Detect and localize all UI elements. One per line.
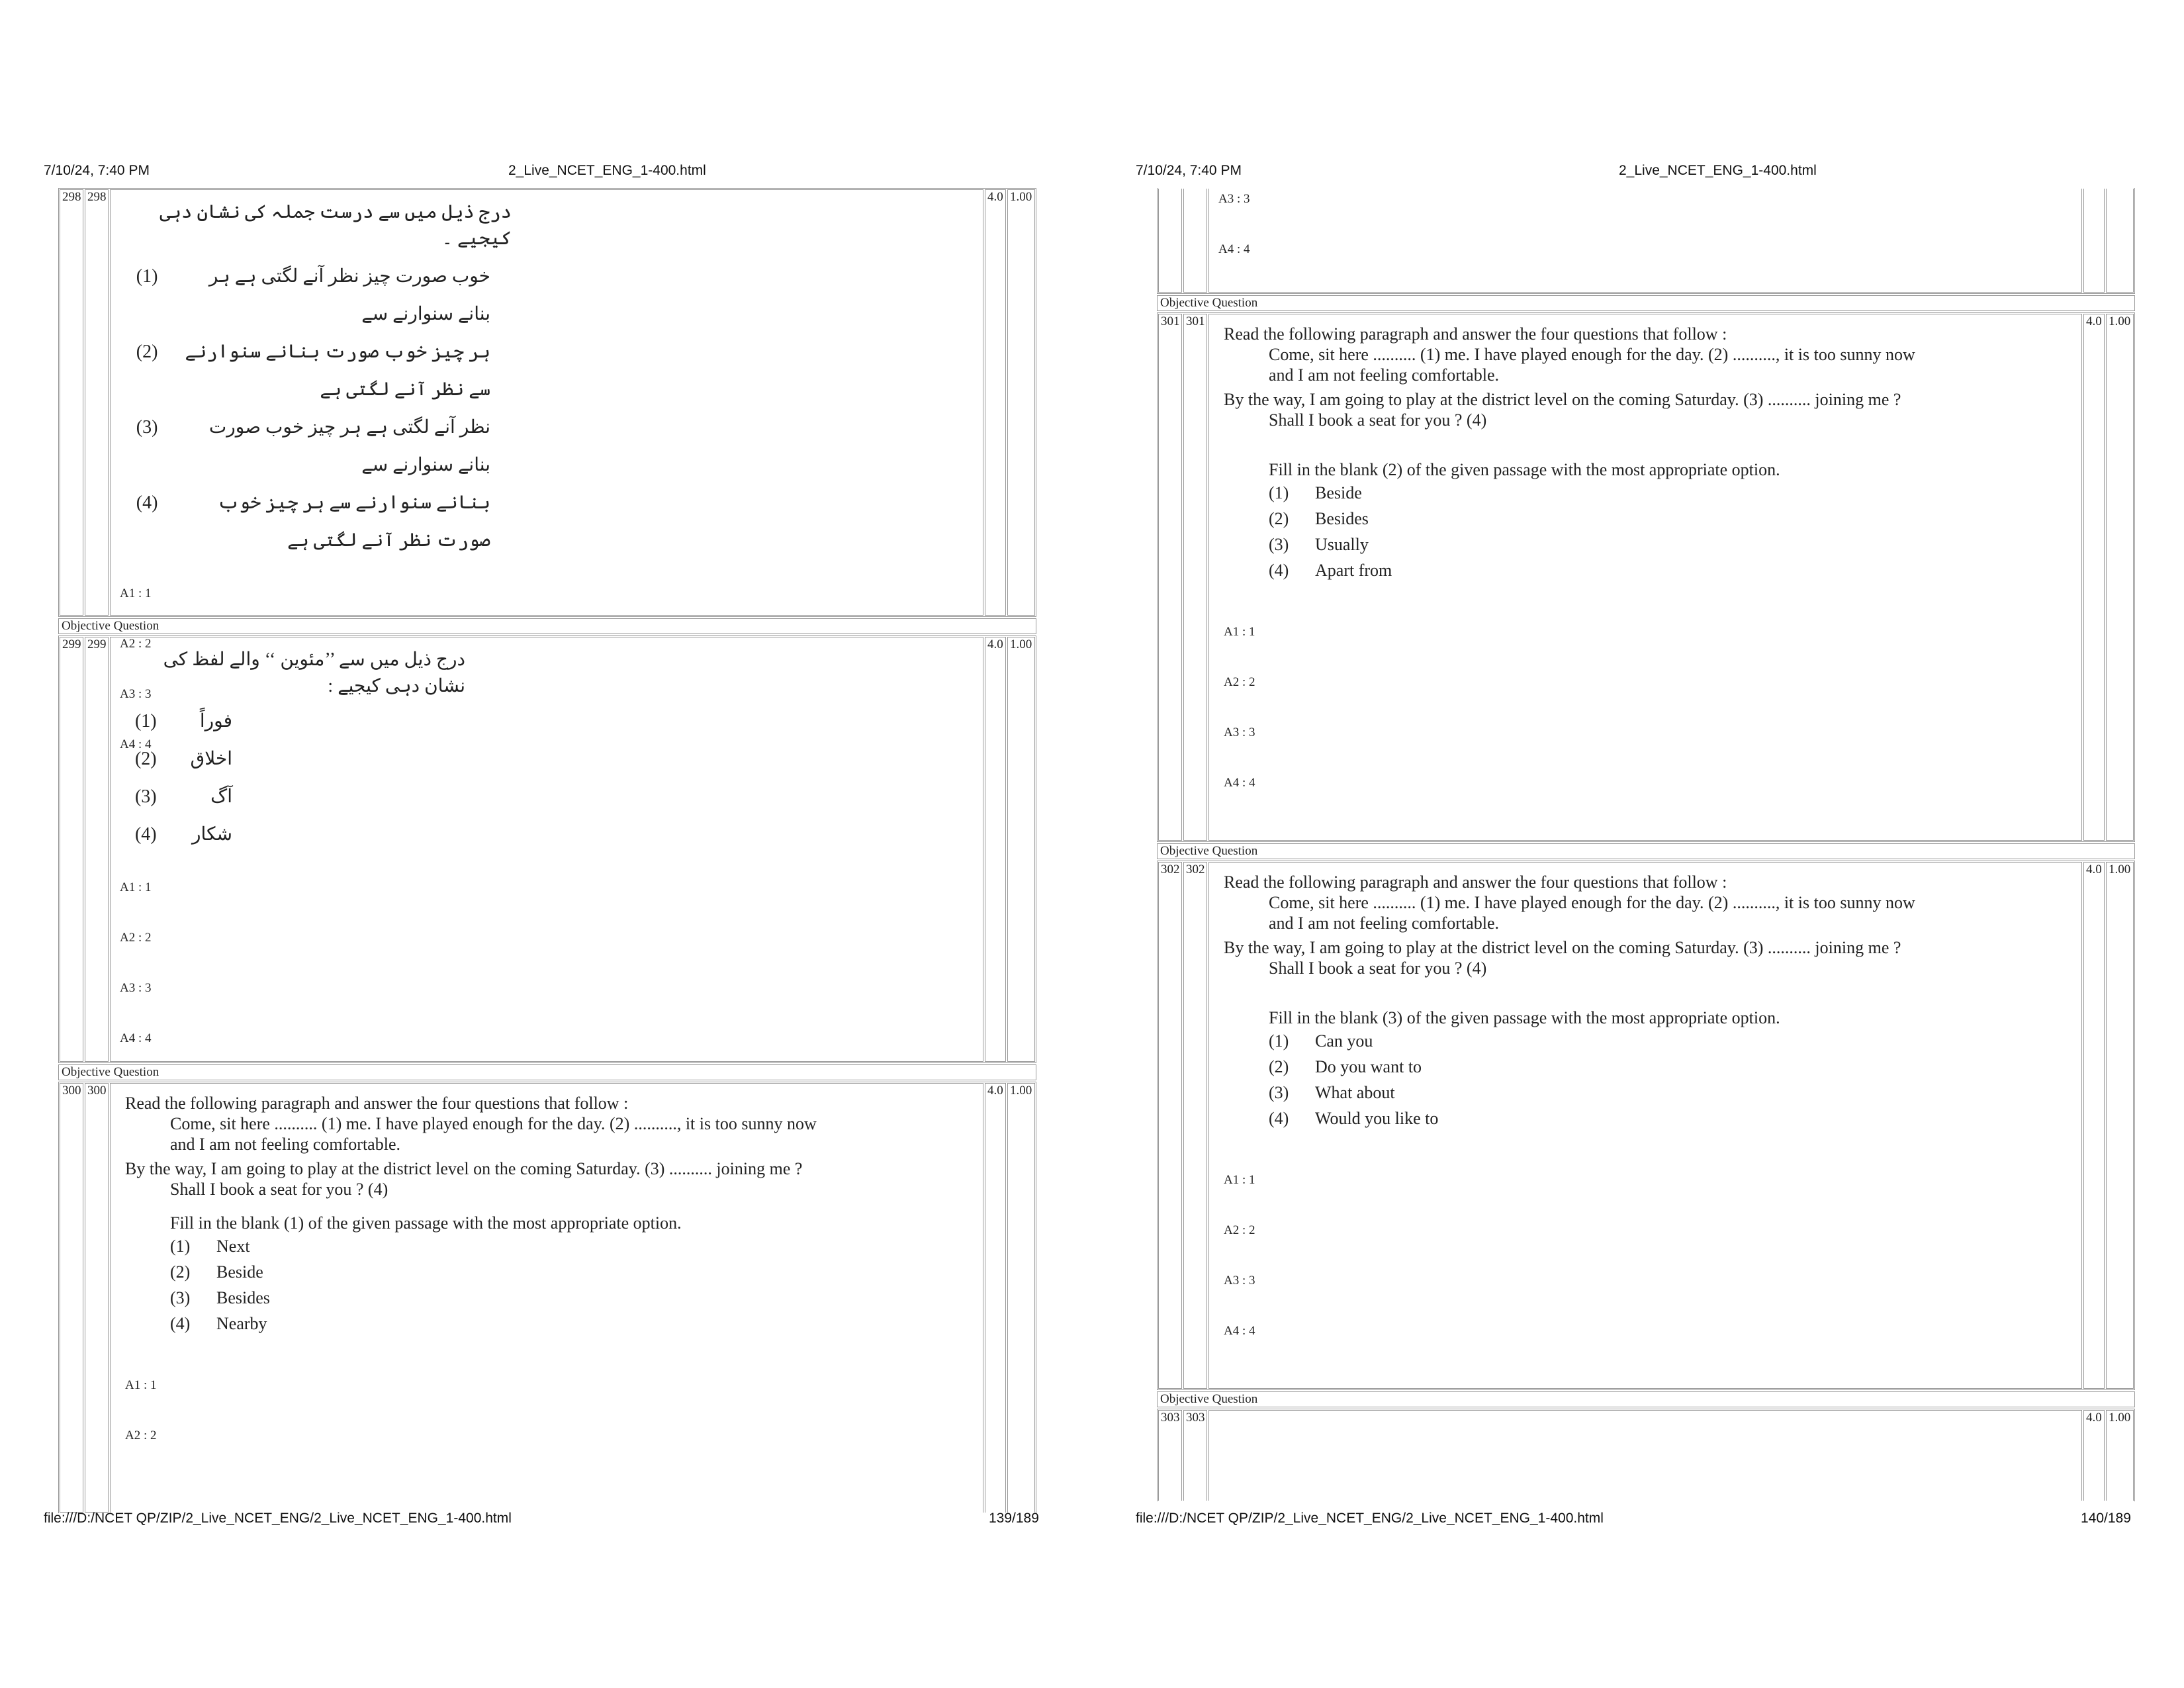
question-id: 303 — [1183, 1410, 1207, 1501]
question-body — [110, 1083, 983, 1513]
objective-question-label: Objective Question — [1157, 843, 2135, 859]
objective-question-label: Objective Question — [1157, 295, 2135, 311]
option-3: آگ (3) — [134, 786, 232, 807]
question-number: 301 — [1158, 314, 1182, 841]
marks: 4.0 — [2083, 314, 2105, 841]
option-1: (1) Beside — [1269, 483, 1362, 502]
option-2: اخلاق (2) — [134, 749, 232, 769]
file-path: file:///D:/NCET QP/ZIP/2_Live_NCET_ENG/2_Live_NCET_ENG_1-400.html — [1136, 1511, 1604, 1526]
option-1: خوب صورت چیز نظر آنے لگتی ہے ہر بنانے سنوارنے سے (1) — [136, 266, 490, 324]
passage: Read the following paragraph and answer the four questions that follow : Come, sit here .......... (1) me. I have played enough for the day. (2) .........., it is too sunny now and I am not feeling comfortable. By the way, I am going to play at the district level on the coming Saturday. (3) .......... joining me ? Shall I book a seat for you ? (4) — [125, 1094, 817, 1199]
option-4: بنانے سنوارنے سے ہر چیز خوب صورت نظر آنے لگتی ہے (4) — [136, 492, 490, 551]
negative-marks: 1.00 — [1007, 189, 1035, 616]
options-list — [1224, 480, 2073, 583]
print-file-title: 2_Live_NCET_ENG_1-400.html — [508, 163, 706, 178]
question-number: 302 — [1158, 862, 1182, 1389]
option-4: (4) Nearby — [170, 1314, 267, 1333]
page-140 — [1092, 0, 2184, 1688]
option-2: (2) Beside — [170, 1262, 263, 1282]
options-list — [125, 1233, 975, 1336]
marks: 4.0 — [985, 1083, 1006, 1513]
negative-marks: 1.00 — [2106, 1410, 2134, 1501]
option-3: (3) Besides — [170, 1288, 270, 1307]
option-2: (2) Do you want to — [1269, 1057, 1422, 1076]
marks: 4.0 — [985, 637, 1006, 1062]
file-path: file:///D:/NCET QP/ZIP/2_Live_NCET_ENG/2_Live_NCET_ENG_1-400.html — [44, 1511, 512, 1526]
passage: Read the following paragraph and answer the four questions that follow : Come, sit here .......... (1) me. I have played enough for the day. (2) .........., it is too sunny now and I am not feeling comfortable. By the way, I am going to play at the district level on the coming Saturday. (3) .......... joining me ? Shall I book a seat for you ? (4) — [1224, 872, 1915, 978]
negative-marks: 1.00 — [2106, 314, 2134, 841]
question-table — [58, 188, 1036, 1513]
answer-key-4: A4 : 4 — [120, 737, 152, 751]
negative-marks: 1.00 — [2106, 862, 2134, 1389]
question-body — [1208, 862, 2082, 1389]
question-number: 299 — [60, 637, 83, 1062]
option-3: (3) What about — [1269, 1083, 1395, 1102]
question-body — [1208, 189, 2082, 293]
question-id: 301 — [1183, 314, 1207, 841]
question-table — [1157, 188, 2135, 1501]
question-row-302 — [1157, 861, 2135, 1390]
question-text: Fill in the blank (2) of the given passage with the most appropriate option. — [1269, 460, 1780, 479]
objective-question-label: Objective Question — [1157, 1391, 2135, 1407]
marks: 4.0 — [2083, 1410, 2105, 1501]
answer-key-4: A4 : 4 — [120, 1031, 152, 1045]
answer-key-3: A3 : 3 — [120, 687, 152, 701]
options-list — [1224, 1028, 2073, 1131]
answer-key-2: A2 : 2 — [1224, 675, 1255, 689]
objective-question-label: Objective Question — [58, 618, 1036, 634]
print-date: 7/10/24, 7:40 PM — [44, 163, 150, 178]
answer-key-3: A3 : 3 — [1224, 1274, 1255, 1288]
answer-key-4: A4 : 4 — [1218, 242, 1250, 256]
question-text: درج ذیل میں سے درست جملہ کی نشان دہی کیجیے ۔ — [159, 202, 512, 249]
answer-key-4: A4 : 4 — [1224, 776, 1255, 790]
answer-key-1: A1 : 1 — [125, 1378, 157, 1392]
option-1: (1) Can you — [1269, 1031, 1373, 1051]
passage: Read the following paragraph and answer the four questions that follow : Come, sit here .......... (1) me. I have played enough for the day. (2) .........., it is too sunny now and I am not feeling comfortable. By the way, I am going to play at the district level on the coming Saturday. (3) .......... joining me ? Shall I book a seat for you ? (4) — [1224, 324, 1915, 430]
question-row-303 — [1157, 1409, 2135, 1501]
answer-key-1: A1 : 1 — [120, 880, 152, 894]
print-date: 7/10/24, 7:40 PM — [1136, 163, 1242, 178]
question-row-301 — [1157, 312, 2135, 842]
negative-marks: 1.00 — [1007, 1083, 1035, 1513]
question-row-300-continued — [1157, 188, 2135, 294]
question-number: 300 — [60, 1083, 83, 1513]
answer-key-1: A1 : 1 — [120, 586, 152, 600]
question-id: 298 — [85, 189, 109, 616]
question-id: 300 — [85, 1083, 109, 1513]
answer-key-4: A4 : 4 — [1224, 1324, 1255, 1338]
answer-key-1: A1 : 1 — [1224, 625, 1255, 639]
page-number: 139/189 — [989, 1511, 1039, 1526]
question-text: درج ذیل میں سے ’’مئوین ‘‘ والے لفظ کی نشان دہی کیجیے : — [163, 649, 465, 696]
question-id: 302 — [1183, 862, 1207, 1389]
page-number: 140/189 — [2081, 1511, 2131, 1526]
question-body — [1208, 314, 2082, 841]
objective-question-label: Objective Question — [58, 1064, 1036, 1080]
question-text: Fill in the blank (3) of the given passage with the most appropriate option. — [1269, 1008, 1780, 1027]
marks: 4.0 — [2083, 862, 2105, 1389]
option-2: ہر چیز خوب صورت بنانے سنوارنے سے نظر آنے لگتی ہے (2) — [136, 342, 490, 400]
option-4: (4) Would you like to — [1269, 1109, 1439, 1128]
negative-marks: 1.00 — [1007, 637, 1035, 1062]
answer-key-2: A2 : 2 — [1224, 1223, 1255, 1237]
question-body — [1208, 1410, 2082, 1501]
answer-key-3: A3 : 3 — [120, 981, 152, 995]
option-4: شکار (4) — [134, 824, 232, 845]
answer-key-2: A2 : 2 — [120, 931, 152, 945]
answer-key-2: A2 : 2 — [125, 1429, 157, 1442]
answer-key-3: A3 : 3 — [1224, 726, 1255, 739]
question-id: 299 — [85, 637, 109, 1062]
option-2: (2) Besides — [1269, 509, 1369, 528]
question-row-299 — [58, 635, 1036, 1063]
question-body — [110, 637, 983, 1062]
question-row-300 — [58, 1082, 1036, 1513]
question-number: 303 — [1158, 1410, 1182, 1501]
question-number: 298 — [60, 189, 83, 616]
option-4: (4) Apart from — [1269, 561, 1392, 580]
marks: 4.0 — [985, 189, 1006, 616]
option-3: (3) Usually — [1269, 535, 1369, 554]
option-1: (1) Next — [170, 1237, 250, 1256]
option-3: نظر آنے لگتی ہے ہر چیز خوب صورت بنانے سنوارنے سے (3) — [136, 417, 490, 475]
print-file-title: 2_Live_NCET_ENG_1-400.html — [1619, 163, 1817, 178]
answer-key-2: A2 : 2 — [120, 637, 152, 651]
question-text: Fill in the blank (1) of the given passage with the most appropriate option. — [170, 1213, 682, 1233]
option-1: فوراً (1) — [134, 711, 232, 731]
answer-key-3: A3 : 3 — [1218, 192, 1250, 206]
answer-key-1: A1 : 1 — [1224, 1173, 1255, 1187]
